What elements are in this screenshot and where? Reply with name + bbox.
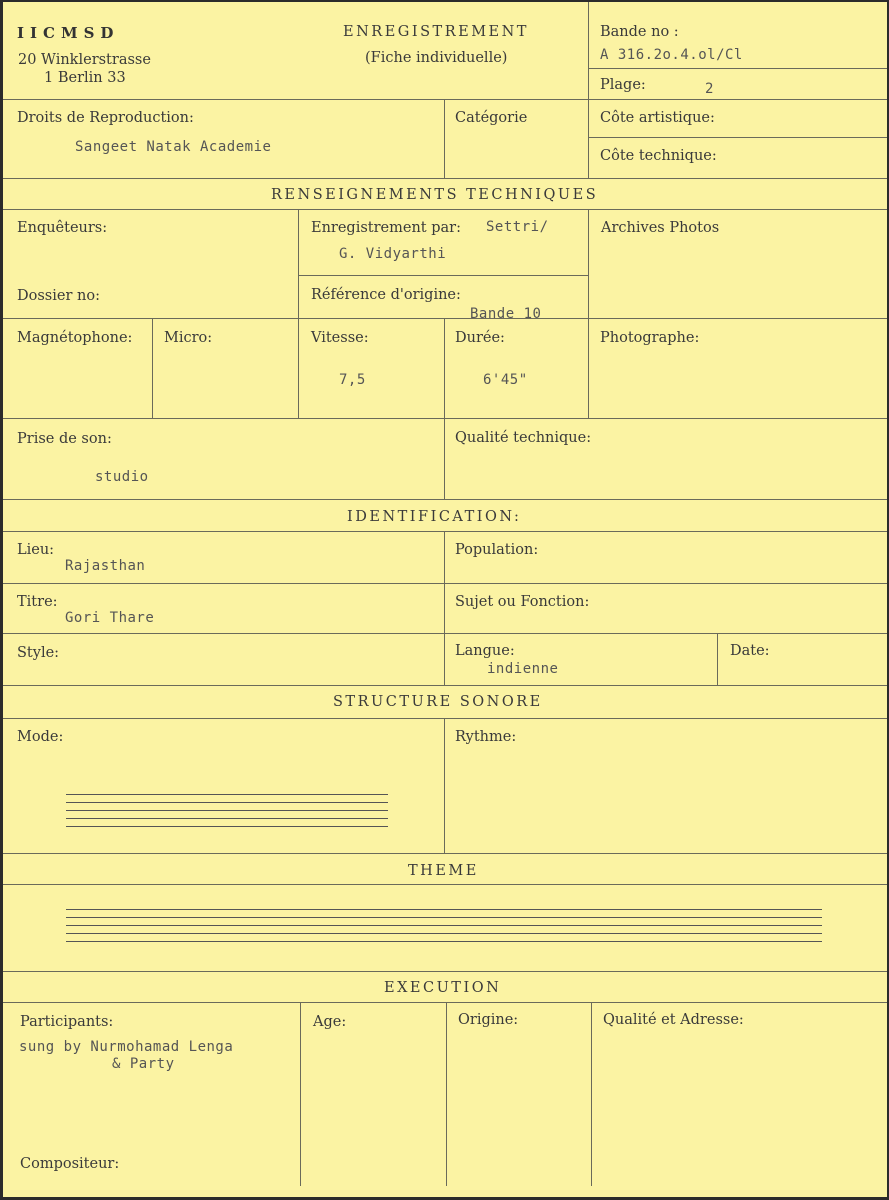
langue-value: indienne <box>487 661 559 677</box>
divider <box>3 99 887 100</box>
staff-line <box>66 925 822 926</box>
staff-line <box>66 941 822 942</box>
sujet-label: Sujet ou Fonction: <box>455 594 590 610</box>
divider <box>3 685 887 686</box>
section-title-execution: EXECUTION <box>384 980 502 996</box>
divider <box>300 1002 301 1186</box>
rythme-label: Rythme: <box>455 729 517 745</box>
divider <box>3 499 887 500</box>
participants-value: sung by Nurmohamad Lenga <box>19 1039 234 1055</box>
enregistrement-par-value: Settri/ <box>486 219 549 235</box>
lieu-label: Lieu: <box>17 542 55 558</box>
titre-value: Gori Thare <box>65 610 155 626</box>
divider <box>3 178 887 179</box>
divider <box>3 418 887 419</box>
population-label: Population: <box>455 542 539 558</box>
divider <box>444 318 445 499</box>
magnetophone-label: Magnétophone: <box>17 330 133 346</box>
divider <box>3 884 887 885</box>
divider <box>591 1002 592 1186</box>
date-label: Date: <box>730 643 770 659</box>
divider <box>152 318 153 418</box>
divider <box>446 1002 447 1186</box>
staff-line <box>66 794 388 795</box>
section-title-identification: IDENTIFICATION: <box>347 509 522 525</box>
section-title-theme: THEME <box>408 863 479 879</box>
divider <box>588 209 589 418</box>
bande-label: Bande no : <box>600 24 679 40</box>
divider <box>444 531 445 685</box>
form-subtitle: (Fiche individuelle) <box>365 50 508 66</box>
bande-value: A 316.2o.4.ol/Cl <box>600 47 743 63</box>
divider <box>588 68 887 69</box>
titre-label: Titre: <box>17 594 58 610</box>
enqueteurs-label: Enquêteurs: <box>17 220 108 236</box>
prise-de-son-label: Prise de son: <box>17 431 112 447</box>
compositeur-label: Compositeur: <box>20 1156 120 1172</box>
age-label: Age: <box>313 1014 347 1030</box>
record-card <box>3 2 887 1197</box>
mode-label: Mode: <box>17 729 64 745</box>
divider <box>3 633 887 634</box>
categorie-label: Catégorie <box>455 110 528 126</box>
reference-label: Référence d'origine: <box>311 287 461 303</box>
staff-line <box>66 810 388 811</box>
divider <box>3 718 887 719</box>
participants-label: Participants: <box>20 1014 114 1030</box>
langue-label: Langue: <box>455 643 515 659</box>
enregistrement-par-value-2: G. Vidyarthi <box>339 246 447 262</box>
staff-line <box>66 802 388 803</box>
divider <box>3 853 887 854</box>
reference-value: Bande 10 <box>470 306 542 322</box>
style-label: Style: <box>17 645 60 661</box>
plage-label: Plage: <box>600 77 646 93</box>
staff-line <box>66 917 822 918</box>
participants-value-2: & Party <box>112 1056 175 1072</box>
lieu-value: Rajasthan <box>65 558 146 574</box>
divider <box>3 971 887 972</box>
vitesse-value: 7,5 <box>339 372 366 388</box>
divider <box>444 99 445 178</box>
divider <box>3 209 887 210</box>
address-street: 20 Winklerstrasse <box>18 52 151 68</box>
dossier-label: Dossier no: <box>17 288 100 304</box>
cote-technique-label: Côte technique: <box>600 148 717 164</box>
micro-label: Micro: <box>164 330 213 346</box>
duree-value: 6'45" <box>483 372 528 388</box>
section-title-structure: STRUCTURE SONORE <box>333 694 543 710</box>
divider <box>3 1002 887 1003</box>
droits-label: Droits de Reproduction: <box>17 110 194 126</box>
divider <box>3 531 887 532</box>
archives-photos-label: Archives Photos <box>601 220 720 236</box>
prise-de-son-value: studio <box>95 469 149 485</box>
divider <box>717 633 718 685</box>
divider <box>588 2 589 178</box>
cote-artistique-label: Côte artistique: <box>600 110 715 126</box>
form-title: ENREGISTREMENT <box>343 24 529 40</box>
photographe-label: Photographe: <box>600 330 700 346</box>
institute-logo: IICMSD <box>17 24 120 42</box>
origine-label: Origine: <box>458 1012 519 1028</box>
staff-line <box>66 818 388 819</box>
duree-label: Durée: <box>455 330 505 346</box>
qualite-adresse-label: Qualité et Adresse: <box>603 1012 744 1028</box>
droits-value: Sangeet Natak Academie <box>75 139 272 155</box>
divider <box>3 318 887 319</box>
staff-line <box>66 826 388 827</box>
divider <box>298 275 588 276</box>
address-city: 1 Berlin 33 <box>44 70 126 86</box>
vitesse-label: Vitesse: <box>311 330 369 346</box>
staff-line <box>66 909 822 910</box>
plage-value: 2 <box>705 81 714 97</box>
qualite-technique-label: Qualité technique: <box>455 430 592 446</box>
divider <box>3 583 887 584</box>
enregistrement-par-label: Enregistrement par: <box>311 220 461 236</box>
divider <box>298 209 299 418</box>
divider <box>444 718 445 853</box>
section-title-technical: RENSEIGNEMENTS TECHNIQUES <box>271 187 599 203</box>
divider <box>588 137 887 138</box>
staff-line <box>66 933 822 934</box>
